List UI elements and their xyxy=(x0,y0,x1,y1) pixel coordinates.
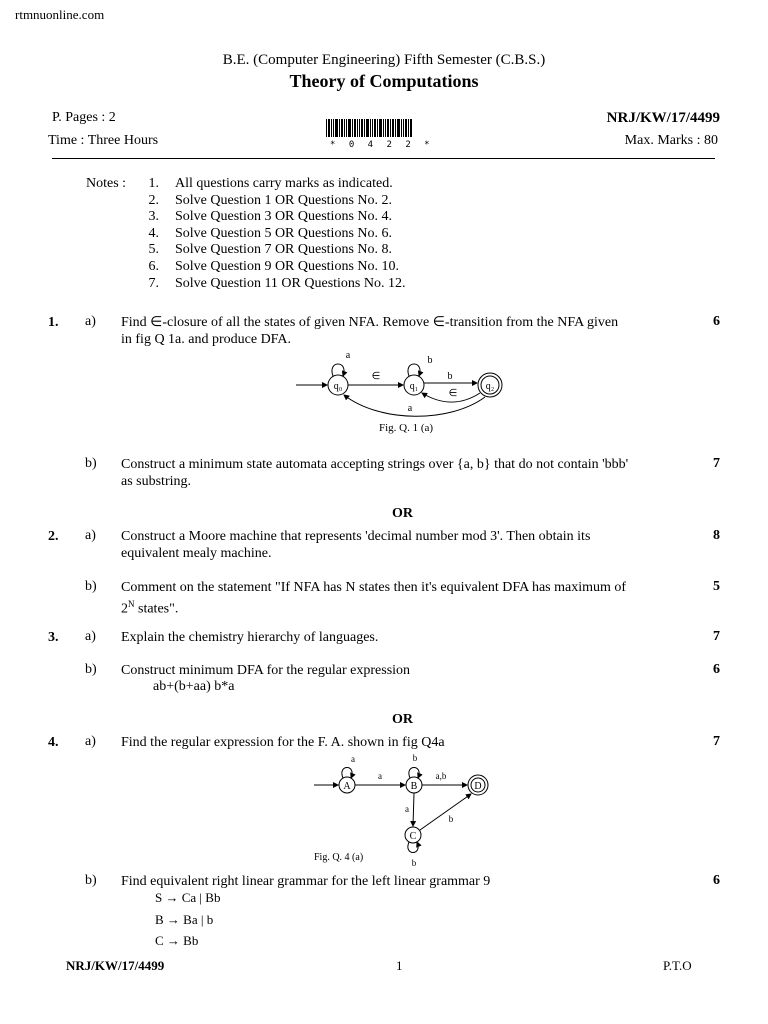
footer-paper-code: NRJ/KW/17/4499 xyxy=(66,958,165,973)
edge-label: b xyxy=(447,371,453,382)
question-number: 4. xyxy=(48,735,59,750)
or-divider: OR xyxy=(392,506,413,521)
part-label: b) xyxy=(85,456,97,471)
state-B: B xyxy=(410,781,418,792)
state-A: A xyxy=(343,781,351,792)
grammar-rule: C → Bb xyxy=(155,933,199,948)
edge-label: b xyxy=(427,355,433,366)
figure-caption: Fig. Q. 4 (a) xyxy=(314,852,364,863)
figure-caption: Fig. Q. 1 (a) xyxy=(379,422,434,434)
page-count: P. Pages : 2 xyxy=(52,110,116,125)
exam-time: Time : Three Hours xyxy=(48,133,159,148)
question-text: Construct a Moore machine that represents 'decimal number mod 3'. Then obtain its equivalent mealy machine. xyxy=(121,529,591,561)
state-q2: q₂ xyxy=(485,381,495,392)
question-number: 2. xyxy=(48,529,59,544)
nfa-diagram-q1a xyxy=(290,348,510,426)
state-C: C xyxy=(409,831,417,842)
question-number: 1. xyxy=(48,315,59,330)
edge-label: a,b xyxy=(435,771,447,781)
question-text: Find equivalent right linear grammar for the left linear grammar 9 xyxy=(121,874,491,889)
marks: 7 xyxy=(713,629,720,644)
question-text: Construct minimum DFA for the regular expression xyxy=(121,663,411,678)
state-D: D xyxy=(474,781,482,792)
part-label: a) xyxy=(85,629,96,644)
part-label: b) xyxy=(85,873,97,888)
edge-label: a xyxy=(351,754,355,764)
or-divider: OR xyxy=(392,712,413,727)
max-marks: Max. Marks : 80 xyxy=(624,133,718,148)
marks: 7 xyxy=(713,734,720,749)
question-text: Explain the chemistry hierarchy of languages. xyxy=(121,630,379,645)
edge-label: a xyxy=(405,804,409,814)
marks: 6 xyxy=(713,314,720,329)
subject-title: Theory of Computations xyxy=(289,71,479,91)
question-text: Construct a minimum state automata accepting strings over {a, b} that do not contain 'bbb' as substring. xyxy=(121,457,629,489)
question-text: Find the regular expression for the F. A. shown in fig Q4a xyxy=(121,735,445,750)
notes-label: Notes : xyxy=(86,176,127,191)
marks: 8 xyxy=(713,528,720,543)
edge-label: ∈ xyxy=(371,371,381,382)
edge-label: ∈ xyxy=(448,388,458,399)
pto-label: P.T.O xyxy=(663,958,692,973)
marks: 6 xyxy=(713,873,720,888)
course-title: B.E. (Computer Engineering) Fifth Semester (C.B.S.) xyxy=(222,52,546,68)
state-q0: q₀ xyxy=(333,381,343,392)
edge-label: a xyxy=(378,771,382,781)
grammar-rule: S → Ca | Bb xyxy=(155,890,221,905)
edge-label: b xyxy=(411,858,417,868)
header-divider xyxy=(52,158,715,159)
marks: 5 xyxy=(713,579,720,594)
marks: 7 xyxy=(713,456,720,471)
edge-label: b xyxy=(412,753,418,763)
edge-label: b xyxy=(448,814,454,824)
marks: 6 xyxy=(713,662,720,677)
barcode-number: * 0 4 2 2 * xyxy=(330,140,434,150)
question-number: 3. xyxy=(48,630,59,645)
question-text: Find ∈-closure of all the states of given NFA. Remove ∈-transition from the NFA given in fig Q 1a. and produce DFA. xyxy=(121,315,619,347)
edge-label: a xyxy=(345,350,351,361)
question-text: Comment on the statement "If NFA has N states then it's equivalent DFA has maximum of $2^N$ states". xyxy=(121,580,627,617)
part-label: b) xyxy=(85,662,97,677)
part-label: b) xyxy=(85,579,97,594)
page-number: 1 xyxy=(396,958,403,973)
part-label: a) xyxy=(85,734,96,749)
state-q1: q₁ xyxy=(409,381,419,392)
paper-code: NRJ/KW/17/4499 xyxy=(606,110,720,126)
edge-label: a xyxy=(407,403,413,414)
part-label: a) xyxy=(85,528,96,543)
part-label: a) xyxy=(85,314,96,329)
grammar-rule: B → Ba | b xyxy=(155,912,214,927)
site-watermark: rtmnuonline.com xyxy=(15,7,105,22)
regular-expression: ab+(b+aa) b*a xyxy=(153,679,235,694)
